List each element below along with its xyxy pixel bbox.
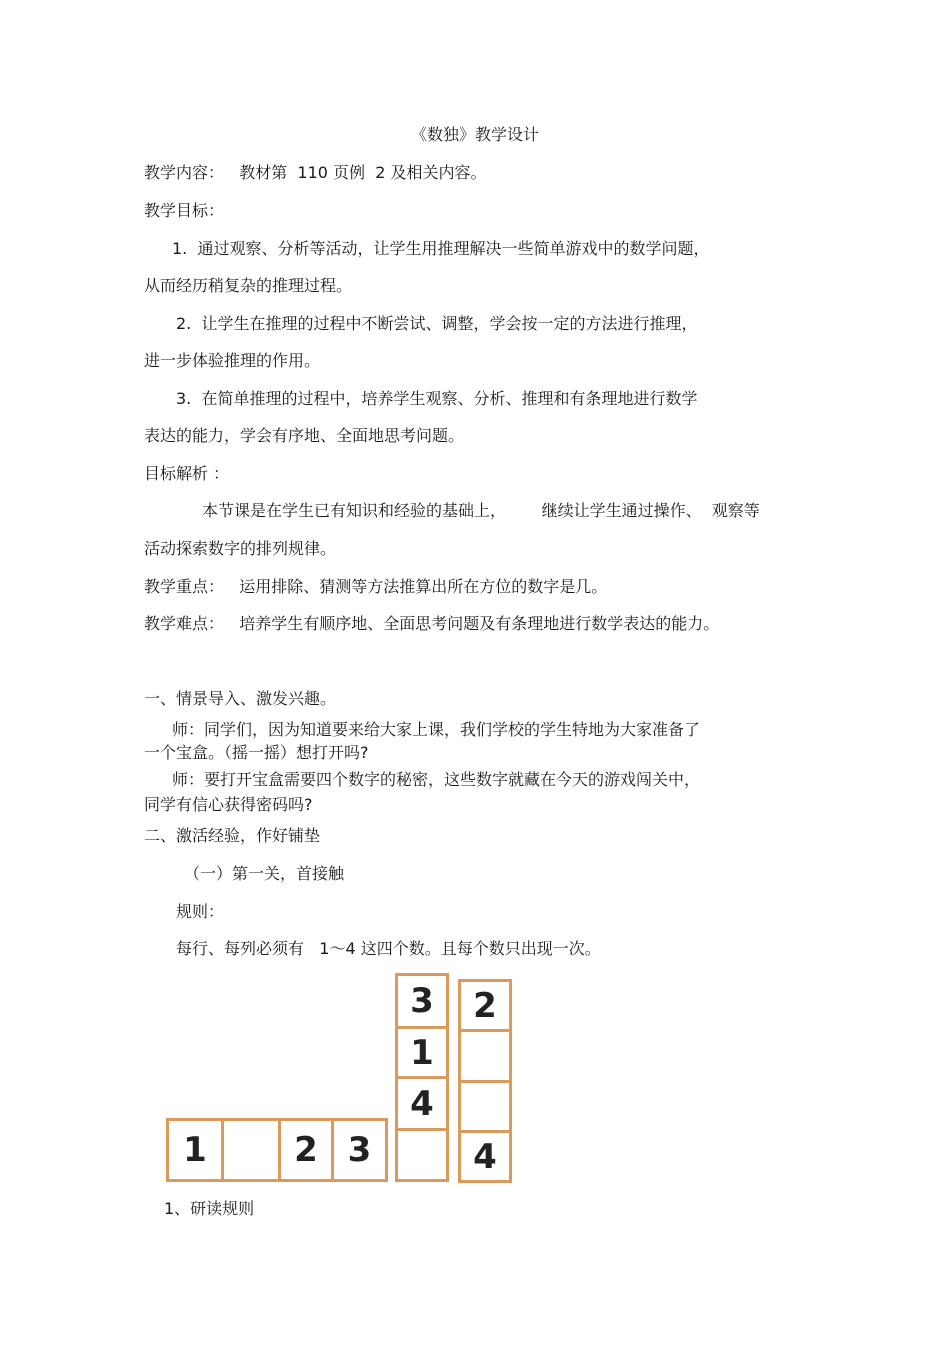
- sudoku-column-1-cell: 3: [395, 973, 449, 1029]
- sudoku-row-cell: 3: [331, 1118, 388, 1182]
- sudoku-row-cell: 1: [166, 1118, 224, 1182]
- rule-label: 规则：: [176, 902, 225, 921]
- teaching-content: 教学内容： 教材第 110 页例 2 及相关内容。: [144, 163, 487, 182]
- section-1-heading: 一、情景导入、激发兴趣。: [144, 689, 337, 708]
- goal-3-line-1: 3. 在简单推理的过程中，培养学生观察、分析、推理和有条理地进行数学: [176, 389, 698, 408]
- goal-analysis-line-2: 活动探索数字的排列规律。: [144, 539, 337, 558]
- goal-1-line-1: 1. 通过观察、分析等活动，让学生用推理解决一些简单游戏中的数学问题，: [172, 239, 710, 258]
- sudoku-row-cell: 2: [278, 1118, 334, 1182]
- sudoku-column-1-cell: [395, 1128, 449, 1182]
- teacher-speech-1-line-2: 一个宝盒。（摇一摇）想打开吗?: [144, 743, 369, 762]
- goal-analysis-label: 目标解析 ：: [144, 464, 230, 483]
- goal-1-line-2: 从而经历稍复杂的推理过程。: [144, 276, 353, 295]
- step-1-heading: 1、研读规则: [164, 1199, 255, 1218]
- sudoku-column-2-cell: [458, 1080, 512, 1133]
- sudoku-column-1-cell: 1: [395, 1026, 449, 1079]
- sudoku-column-2-cell: [458, 1029, 512, 1083]
- level-1-heading: （一）第一关，首接触: [184, 864, 345, 883]
- teacher-speech-2-line-1: 师：要打开宝盒需要四个数字的秘密，这些数字就藏在今天的游戏闯关中，: [172, 770, 701, 789]
- section-2-heading: 二、激活经验，作好铺垫: [144, 826, 321, 845]
- sudoku-row-cell: [221, 1118, 281, 1182]
- goal-2-line-1: 2. 让学生在推理的过程中不断尝试、调整，学会按一定的方法进行推理，: [176, 314, 698, 333]
- goal-analysis-line-1: 本节课是在学生已有知识和经验的基础上， 继续让学生通过操作、 观察等: [202, 501, 760, 520]
- teacher-speech-1-line-1: 师：同学们，因为知道要来给大家上课，我们学校的学生特地为大家准备了: [172, 720, 701, 739]
- document-title: 《数独》教学设计: [410, 125, 539, 144]
- teaching-goals-label: 教学目标：: [144, 201, 225, 220]
- difficulty: 教学难点： 培养学生有顺序地、全面思考问题及有条理地进行数学表达的能力。: [144, 614, 720, 633]
- sudoku-column-2-cell: 2: [458, 979, 512, 1032]
- sudoku-column-2-cell: 4: [458, 1130, 512, 1183]
- sudoku-column-1-cell: 4: [395, 1076, 449, 1131]
- goal-3-line-2: 表达的能力，学会有序地、全面地思考问题。: [144, 426, 465, 445]
- goal-2-line-2: 进一步体验推理的作用。: [144, 351, 321, 370]
- teacher-speech-2-line-2: 同学有信心获得密码吗?: [144, 795, 313, 814]
- key-point: 教学重点： 运用排除、猜测等方法推算出所在方位的数字是几。: [144, 577, 608, 596]
- rule-text: 每行、每列必须有 1～4 这四个数。且每个数只出现一次。: [176, 939, 601, 958]
